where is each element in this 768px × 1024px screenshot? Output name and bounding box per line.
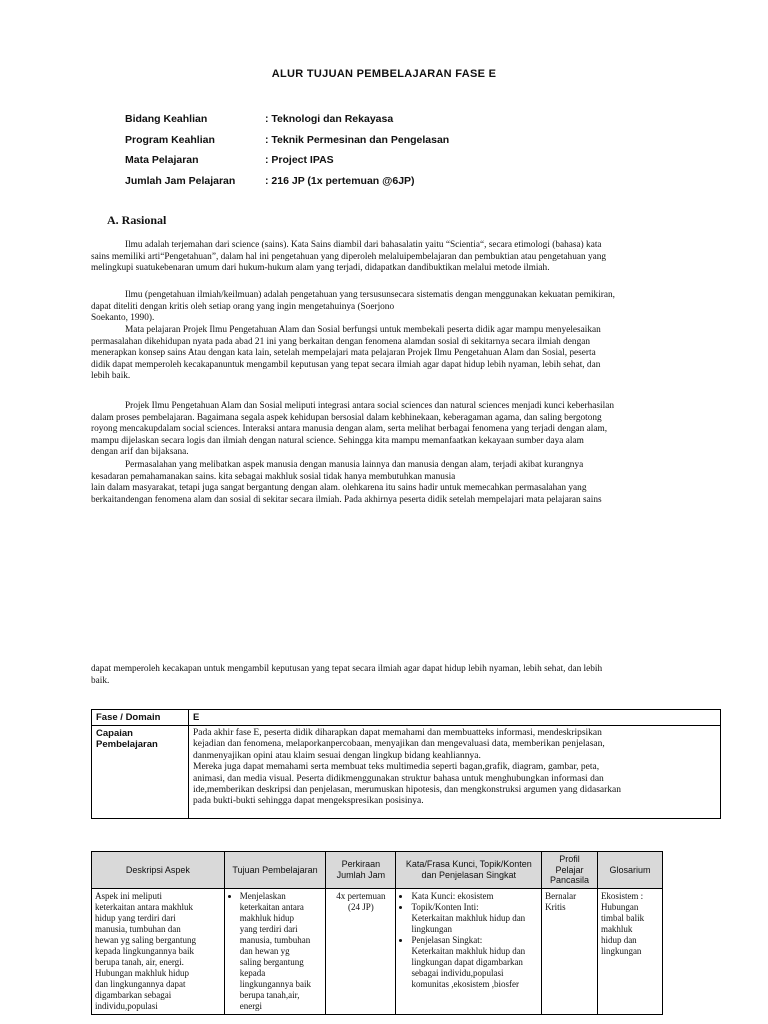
cell-line: Bernalar	[545, 890, 577, 901]
cell-line: lingkungan	[600, 945, 642, 956]
cell-line: individu,populasi	[95, 1000, 158, 1011]
table-row	[92, 726, 721, 819]
meta-value: : Teknik Permesinan dan Pengelasan	[265, 134, 450, 146]
cell-line: timbal balik	[600, 912, 645, 923]
cell-line: hidup dan	[600, 934, 637, 945]
cell-line: komunitas ,ekosistem ,biosfer	[411, 978, 519, 989]
section-heading-rasional: A. Rasional	[107, 213, 167, 227]
paragraph-line: menerapkan konsep sains Atau dengan kata lain, setelah mempelajari mata pelajaran Projek Ilmu Pengetahuan Alam dan Sosial, peserta	[91, 348, 596, 359]
table-row	[92, 888, 663, 1014]
cell-line: manusia, tumbuhan dan	[95, 923, 181, 934]
paragraph-line: didik dapat memperoleh kecakapanuntuk mengambil keputusan yang tepat secara ilmiah agar dapat hidup lebih nyaman, lebih sehat, dan	[91, 359, 601, 370]
cell-line: manusia, tumbuhan	[239, 934, 311, 945]
cell-line: keterkaitan antara makhluk	[95, 901, 193, 912]
cell-line: lingkungan	[411, 923, 452, 934]
paragraph-5	[91, 460, 719, 506]
paragraph-line: Mata pelajaran Projek Ilmu Pengetahuan Alam dan Sosial berfungsi untuk membekali peserta didik agar mampu menyelesaikan	[125, 325, 601, 335]
cell-line: kepada lingkungannya baik	[95, 945, 194, 956]
cell-line: lingkungan dapat digambarkan	[411, 956, 523, 967]
cell-line: Kritis	[545, 901, 566, 912]
cell-line: • Penjelasan Singkat:	[411, 934, 483, 945]
cell-glosarium	[597, 888, 662, 1014]
header-kata-kunci: Kata/Frasa Kunci, Topik/Konten dan Penjelasan Singkat	[396, 852, 542, 889]
cell-line: Keterkaitan makhluk hidup dan	[411, 912, 526, 923]
paragraph-line: baik.	[91, 675, 110, 686]
aspek-table	[91, 851, 663, 1015]
paragraph-line: Ilmu adalah terjemahan dari science (sains). Kata Sains diambil dari bahasalatin yaitu “Scientia“, secara etimologi (bahasa) kata	[125, 240, 602, 250]
paragraph-6	[91, 664, 719, 687]
paragraph-line: dengan arif dan bijaksana.	[91, 447, 189, 458]
paragraph-line: mampu dijelaskan secara logis dan ilmiah dengan natural science. Sehingga kita mampu memanfaatkan kekayaan sumber daya alam	[91, 435, 584, 446]
cell-line: Keterkaitan makhluk hidup dan	[411, 945, 526, 956]
meta-key: Jumlah Jam Pelajaran	[125, 175, 236, 187]
fase-label: Fase / Domain	[92, 710, 189, 726]
cell-jam	[326, 888, 396, 1014]
cell-line: Hubungan	[600, 901, 639, 912]
cell-line: sebagai individu,populasi	[411, 967, 504, 978]
cell-line: dan lingkungannya dapat	[95, 978, 186, 989]
paragraph-line: lebih baik.	[91, 371, 131, 382]
paragraph-line: dapat diteliti dengan kritis oleh setiap orang yang ingin mengetahuinya (Soerjono	[91, 301, 395, 312]
cell-line: 4x pertemuan	[336, 890, 386, 901]
cell-line: hewan yg saling bergantung	[95, 934, 197, 945]
cell-tujuan	[224, 888, 326, 1014]
paragraph-line: Soekanto, 1990).	[91, 313, 155, 324]
cell-line: (24 JP)	[348, 901, 374, 912]
meta-key: Mata Pelajaran	[125, 154, 199, 166]
cell-line: Ekosistem :	[600, 890, 644, 901]
cell-line: hidup yang terdiri dari	[95, 912, 176, 923]
meta-key: Bidang Keahlian	[125, 113, 208, 125]
cell-line: saling bergantung	[239, 956, 304, 967]
cell-kata-kunci	[396, 888, 542, 1014]
paragraph-3	[91, 325, 719, 383]
capaian-label: Capaian Pembelajaran	[92, 726, 189, 819]
paragraph-line: dalam proses pembelajaran. Bagaimana segala aspek kehidupan bersosial dalam kebhinekaan, keberagaman agama, dan saling bergotong	[91, 412, 602, 423]
paragraph-line: permasalahan dikehidupan nyata pada abad 21 ini yang berkaitan dengan fenomena alamdan sosial di sekitarnya secara ilmiah dengan	[91, 336, 590, 347]
paragraph-line: berkaitandengan fenomena alam dan sosial di sekitar secara ilmiah. Pada akhirnya peserta didik setelah mempelajari mata pelajaran sains	[91, 494, 602, 505]
meta-row-bidang	[125, 113, 393, 125]
capaian-line: animasi, dan media visual. Peserta didikmenggunakan struktur bahasa untuk menghubungkan informasi dan	[193, 773, 604, 784]
paragraph-line: melingkupi suatukebenaran umum dari hukum-hukum alam yang terjadi, didapatkan dandibuktikan melalui metode ilmiah.	[91, 263, 550, 274]
header-jam: Perkiraan Jumlah Jam	[326, 852, 396, 889]
cell-line: energi	[239, 1000, 263, 1011]
cell-deskripsi	[92, 888, 225, 1014]
cell-line: dan hewan yg	[239, 945, 290, 956]
paragraph-line: Ilmu (pengetahuan ilmiah/keilmuan) adalah pengetahuan yang tersusunsecara sistematis dengan menggunakan kekuatan pemikiran,	[125, 290, 615, 300]
cell-line: kepada	[239, 967, 266, 978]
cell-line: lingkungannya baik	[239, 978, 311, 989]
cell-line: Hubungan makhluk hidup	[95, 967, 189, 978]
fase-table	[91, 709, 721, 819]
cell-profil	[542, 888, 598, 1014]
cell-line: berupa tanah, air, energi.	[95, 956, 184, 967]
page-title: ALUR TUJUAN PEMBELAJARAN FASE E	[271, 68, 497, 80]
capaian-text	[189, 726, 721, 819]
paragraph-line: dapat memperoleh kecakapan untuk mengambil keputusan yang tepat secara ilmiah agar dapat hidup lebih nyaman, lebih sehat, dan lebih	[91, 664, 603, 674]
fase-value: E	[189, 710, 721, 726]
cell-line: makhluk	[600, 923, 633, 934]
paragraph-4	[91, 401, 719, 459]
capaian-line: ide,memberikan deskripsi dan penjelasan, merumuskan hipotesis, dan mengkonstruksi argumen yang didasarkan	[193, 785, 622, 796]
paragraph-line: kesadaran pemahamanakan sains. kita sebagai makhluk sosial tidak hanya membutuhkan manusia	[91, 471, 456, 482]
kata-kunci-list	[399, 891, 538, 990]
capaian-line: Pada akhir fase E, peserta didik diharapkan dapat memahami dan membuatteks informasi, mendeskripsikan	[193, 728, 602, 738]
list-item	[411, 935, 538, 990]
table-header-row	[92, 852, 663, 889]
meta-row-mapel	[125, 154, 334, 166]
paragraph-line: royong mencakupdalam social sciences. Interaksi antara manusia dengan alam, serta melihat berbagai fenomena yang terjadi dengan alam,	[91, 424, 608, 435]
header-deskripsi: Deskripsi Aspek	[92, 852, 225, 889]
meta-value: : Teknologi dan Rekayasa	[265, 113, 394, 125]
meta-row-program	[125, 134, 449, 146]
capaian-line: danmenyajikan opini atau klaim sesuai dengan lingkup bidang keahliannya.	[193, 750, 481, 761]
capaian-line: Mereka juga dapat memahami serta membuat teks multimedia seperti bagan,grafik, diagram, gambar, peta,	[193, 762, 600, 773]
meta-key: Program Keahlian	[125, 134, 215, 146]
cell-line: berupa tanah,air,	[239, 989, 300, 1000]
cell-line: Aspek ini meliputi	[95, 890, 162, 901]
header-glosarium: Glosarium	[597, 852, 662, 889]
cell-line: keterkaitan antara	[239, 901, 304, 912]
list-item	[240, 891, 323, 1012]
cell-line: yang terdiri dari	[239, 923, 298, 934]
capaian-line: kejadian dan fenomena, melaporkanpercobaan, menyajikan dan mengevaluasi data, memberikan penjelasan,	[193, 739, 605, 750]
paragraph-line: Projek Ilmu Pengetahuan Alam dan Sosial meliputi integrasi antara social sciences dan natural sciences menjadi kunci keberhasilan	[125, 401, 614, 411]
paragraph-line: sains memiliki arti“Pengetahuan”, dalam hal ini pengetahuan yang diperoleh melaluipembelajaran dan pembuktian atau pengetahuan yang	[91, 251, 607, 262]
paragraph-line: Permasalahan yang melibatkan aspek manusia dengan manusia lainnya dan manusia dengan alam, terjadi akibat kurangnya	[125, 460, 584, 470]
meta-value: : 216 JP (1x pertemuan @6JP)	[265, 175, 415, 187]
cell-line: makhluk hidup	[239, 912, 294, 923]
header-tujuan: Tujuan Pembelajaran	[224, 852, 326, 889]
meta-row-jam	[125, 175, 415, 187]
cell-line: digambarkan sebagai	[95, 989, 172, 1000]
paragraph-2	[91, 290, 719, 325]
paragraph-1	[91, 240, 719, 275]
tujuan-list	[228, 891, 323, 1012]
cell-line: • Topik/Konten Inti:	[411, 901, 479, 912]
list-item: • Kata Kunci: ekosistem	[411, 891, 538, 902]
list-item	[411, 902, 538, 935]
header-profil: Profil Pelajar Pancasila	[542, 852, 598, 889]
table-row	[92, 710, 721, 726]
cell-line: • Menjelaskan	[239, 890, 286, 901]
capaian-line: pada bukti-bukti sehingga dapat mengekspresikan posisinya.	[193, 796, 424, 807]
meta-value: : Project IPAS	[265, 154, 334, 166]
paragraph-line: lain dalam masyarakat, tetapi juga sangat bergantung dengan alam. olehkarena itu sains hadir untuk memecahkan permasalahan yang	[91, 483, 587, 494]
